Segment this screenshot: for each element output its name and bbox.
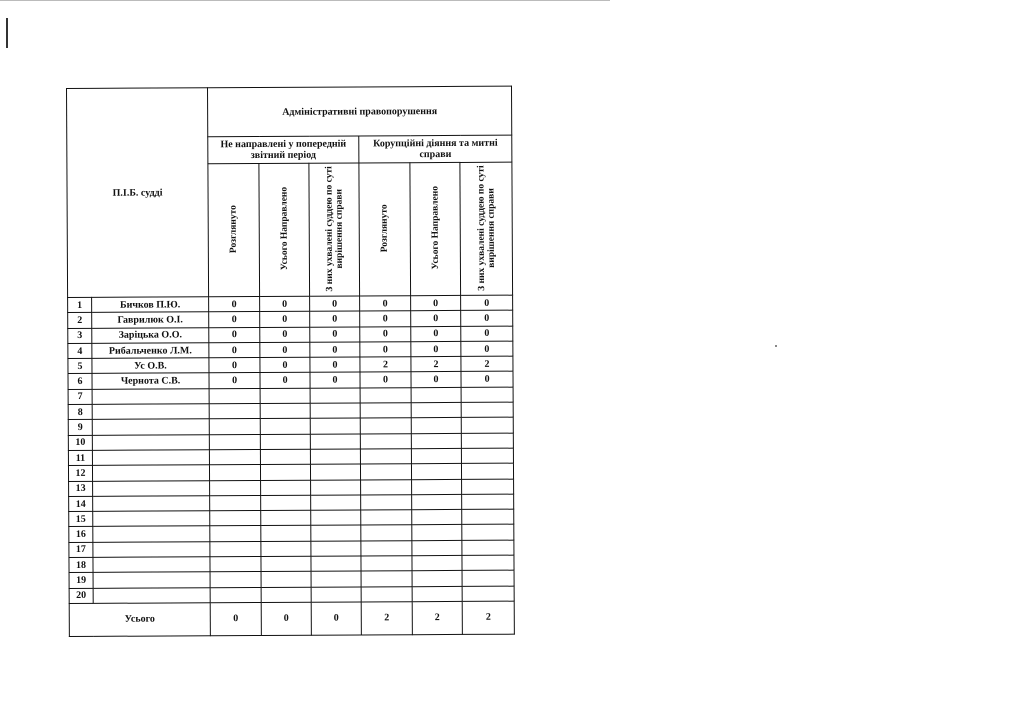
value-cell <box>261 510 311 526</box>
value-cell <box>311 480 361 496</box>
report-table <box>66 86 515 637</box>
value-cell <box>412 571 462 587</box>
value-cell <box>311 541 361 557</box>
value-cell <box>360 418 411 434</box>
row-number: 4 <box>68 343 92 358</box>
value-cell <box>461 448 513 464</box>
column-header: З них ухвалені суддею по суті вирішення справи <box>460 162 513 295</box>
value-cell <box>412 494 462 510</box>
value-cell <box>209 419 260 435</box>
total-label: Усього <box>69 603 210 637</box>
value-cell: 0 <box>260 327 310 343</box>
column-header: Розглянуто <box>359 163 411 296</box>
value-cell <box>260 419 310 435</box>
value-cell <box>361 479 412 495</box>
row-number: 3 <box>68 328 92 343</box>
judge-name <box>93 526 210 542</box>
value-cell <box>360 464 411 480</box>
judge-name: Заріцька О.О. <box>92 327 209 343</box>
scan-edge-top <box>0 0 610 1</box>
column-header: Усього Направлено <box>410 162 461 295</box>
value-cell <box>210 480 261 496</box>
value-cell <box>462 509 514 525</box>
value-cell <box>411 403 461 419</box>
value-cell: 0 <box>260 342 310 358</box>
value-cell <box>360 433 411 449</box>
value-cell: 0 <box>360 296 411 312</box>
value-cell <box>210 557 261 573</box>
value-cell: 0 <box>360 326 411 342</box>
value-cell <box>261 495 311 511</box>
value-cell: 0 <box>260 296 310 312</box>
value-cell <box>412 540 462 556</box>
value-cell: 0 <box>209 373 260 389</box>
judge-name <box>93 511 210 527</box>
value-cell: 0 <box>310 311 360 327</box>
value-cell <box>261 526 311 542</box>
total-row <box>69 601 514 636</box>
value-cell <box>361 525 412 541</box>
value-cell <box>209 404 260 420</box>
judge-name: Бичков П.Ю. <box>92 297 209 313</box>
value-cell <box>209 434 260 450</box>
judge-name <box>92 450 209 466</box>
value-cell: 2 <box>461 356 513 372</box>
value-cell <box>210 526 261 542</box>
value-cell <box>310 388 360 404</box>
judge-name <box>92 434 209 450</box>
value-cell: 0 <box>411 326 461 342</box>
value-cell <box>261 556 311 572</box>
row-number: 10 <box>68 435 92 450</box>
value-cell <box>361 586 412 602</box>
value-cell <box>462 555 514 571</box>
value-cell <box>361 495 412 511</box>
value-cell <box>360 449 411 465</box>
value-cell: 0 <box>260 373 310 389</box>
row-number: 18 <box>69 557 93 572</box>
value-cell <box>360 387 411 403</box>
value-cell <box>260 403 310 419</box>
value-cell <box>261 572 311 588</box>
value-cell <box>210 495 261 511</box>
value-cell <box>361 556 412 572</box>
judge-name: Ус О.В. <box>92 358 209 374</box>
value-cell <box>209 449 260 465</box>
judge-name <box>92 404 209 420</box>
value-cell <box>461 418 513 434</box>
row-number: 13 <box>69 481 93 496</box>
value-cell <box>210 572 261 588</box>
subgroup-header-2: Корупційні діяння та митні справи <box>359 135 512 163</box>
judge-name <box>92 419 209 435</box>
value-cell <box>411 387 461 403</box>
total-cell: 2 <box>462 601 514 634</box>
value-cell <box>412 479 462 495</box>
value-cell <box>462 525 514 541</box>
value-cell <box>310 403 360 419</box>
value-cell: 0 <box>310 357 360 373</box>
value-cell <box>209 465 260 481</box>
value-cell <box>210 541 261 557</box>
value-cell <box>311 556 361 572</box>
value-cell: 0 <box>310 372 360 388</box>
judge-name <box>93 542 210 558</box>
value-cell: 0 <box>209 342 260 358</box>
value-cell <box>461 402 513 418</box>
total-cell: 2 <box>412 601 462 634</box>
value-cell <box>260 388 310 404</box>
value-cell <box>311 571 361 587</box>
value-cell: 0 <box>411 311 461 327</box>
value-cell: 0 <box>209 358 260 374</box>
row-number: 14 <box>69 496 93 511</box>
judge-name <box>93 557 210 573</box>
judge-name <box>93 496 210 512</box>
judge-name: Рибальченко Л.М. <box>92 343 209 359</box>
value-cell <box>310 449 360 465</box>
value-cell <box>360 403 411 419</box>
value-cell <box>311 587 361 603</box>
row-number: 8 <box>68 404 92 419</box>
value-cell: 2 <box>411 357 461 373</box>
row-number: 1 <box>68 297 92 312</box>
row-number: 11 <box>68 450 92 465</box>
value-cell <box>462 479 514 495</box>
value-cell <box>260 434 310 450</box>
value-cell <box>411 464 461 480</box>
value-cell: 0 <box>360 342 411 358</box>
value-cell <box>412 555 462 571</box>
subgroup-header-1: Не направлені у попередній звітний період <box>208 136 359 164</box>
row-number: 12 <box>68 466 92 481</box>
value-cell: 0 <box>260 357 310 373</box>
value-cell: 0 <box>209 327 260 343</box>
judge-name: Гаврилюк О.І. <box>92 312 209 328</box>
value-cell: 0 <box>461 372 513 388</box>
value-cell <box>311 510 361 526</box>
value-cell <box>462 586 514 602</box>
judge-name <box>93 572 210 588</box>
row-number: 19 <box>69 573 93 588</box>
value-cell: 0 <box>209 296 260 312</box>
value-cell <box>462 494 514 510</box>
value-cell <box>361 510 412 526</box>
judge-name <box>92 465 209 481</box>
row-number: 7 <box>68 389 92 404</box>
value-cell <box>209 388 260 404</box>
total-cell: 0 <box>311 602 361 635</box>
row-number: 20 <box>69 588 93 603</box>
group-header: Адміністративні правопорушення <box>208 86 512 137</box>
value-cell <box>310 434 360 450</box>
total-cell: 0 <box>261 602 311 635</box>
report-sheet <box>66 86 514 636</box>
value-cell <box>361 571 412 587</box>
row-number: 15 <box>69 512 93 527</box>
value-cell: 0 <box>209 312 260 328</box>
value-cell: 0 <box>360 372 411 388</box>
column-header: Усього Направлено <box>259 163 310 296</box>
value-cell <box>411 433 461 449</box>
value-cell <box>411 448 461 464</box>
column-header: З них ухвалені суддею по суті вирішення справи <box>309 163 360 296</box>
value-cell <box>412 586 462 602</box>
row-number: 17 <box>69 542 93 557</box>
value-cell <box>462 540 514 556</box>
judge-name <box>93 480 210 496</box>
value-cell <box>461 433 513 449</box>
value-cell <box>412 510 462 526</box>
value-cell <box>461 463 513 479</box>
value-cell: 0 <box>310 342 360 358</box>
value-cell <box>311 495 361 511</box>
value-cell: 0 <box>411 372 461 388</box>
value-cell: 0 <box>461 341 513 357</box>
value-cell: 0 <box>461 295 513 311</box>
value-cell <box>461 387 513 403</box>
table-body <box>68 295 515 603</box>
value-cell <box>261 541 311 557</box>
value-cell <box>260 449 310 465</box>
name-header: П.І.Б. судді <box>67 88 209 298</box>
value-cell: 0 <box>411 295 461 311</box>
judge-name: Чернота С.В. <box>92 373 209 389</box>
row-number: 9 <box>68 420 92 435</box>
value-cell <box>310 418 360 434</box>
value-cell <box>311 525 361 541</box>
scan-edge-left <box>6 18 8 48</box>
value-cell <box>462 571 514 587</box>
value-cell: 0 <box>260 312 310 328</box>
value-cell: 0 <box>310 327 360 343</box>
judge-name <box>93 587 210 603</box>
column-header: Розглянуто <box>208 163 260 296</box>
value-cell <box>310 464 360 480</box>
value-cell <box>411 418 461 434</box>
row-number: 2 <box>68 313 92 328</box>
value-cell <box>210 587 261 603</box>
row-number: 5 <box>68 359 92 374</box>
row-number: 16 <box>69 527 93 542</box>
total-cell: 0 <box>210 602 261 635</box>
value-cell: 0 <box>461 310 513 326</box>
value-cell <box>261 587 311 603</box>
value-cell <box>412 525 462 541</box>
value-cell: 0 <box>461 326 513 342</box>
value-cell: 2 <box>360 357 411 373</box>
judge-name <box>92 389 209 405</box>
value-cell <box>261 480 311 496</box>
value-cell <box>210 511 261 527</box>
scan-speck <box>775 345 777 347</box>
value-cell <box>361 540 412 556</box>
total-cell: 2 <box>361 602 412 635</box>
value-cell: 0 <box>360 311 411 327</box>
row-number: 6 <box>68 374 92 389</box>
value-cell: 0 <box>310 296 360 312</box>
value-cell: 0 <box>411 341 461 357</box>
value-cell <box>260 464 310 480</box>
